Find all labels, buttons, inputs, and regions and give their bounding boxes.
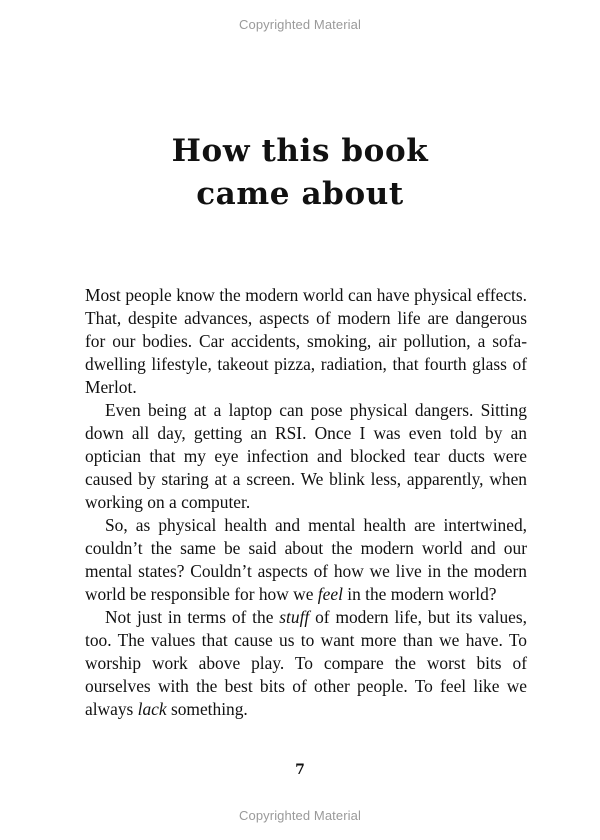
paragraph-4-emphasis-2: lack [137, 699, 167, 719]
paragraph-4-text-end: something. [166, 699, 248, 719]
paragraph-2-text: Even being at a laptop can pose physical dangers. Sitting down all day, getting an RSI. Once I was even told by an optician that my eye infection and blocked tear ducts were caused by staring at a screen. We blink less, apparently, when working on a computer. [85, 400, 527, 512]
paragraph-1-text: Most people know the modern world can have physical effects. That, despite advances, aspects of modern life are dangerous for our bodies. Car accidents, smoking, air pollution, a sofa-dwelling lifestyle, takeout pizza, radiation, that fourth glass of Merlot. [85, 285, 527, 397]
paragraph-4-emphasis-1: stuff [279, 607, 310, 627]
paragraph-1 [85, 284, 527, 399]
paragraph-3 [85, 514, 527, 606]
chapter-title-line-1: How this book [171, 133, 429, 169]
chapter-title-line-2: came about [196, 176, 404, 212]
copyright-watermark-top: Copyrighted Material [239, 17, 361, 32]
page-number: 7 [295, 762, 305, 778]
chapter-title [0, 130, 600, 216]
paragraph-3-text: So, as physical health and mental health are intertwined, couldn’t the same be said about the modern world and our mental states? Couldn’t aspects of how we live in the modern world be responsible for how we [85, 515, 527, 604]
paragraph-4-text-middle: of modern life, but its values, too. The values that cause us to want more than we have. To worship work above play. To compare the worst bits of ourselves with the best bits of other people. To feel like we always [85, 607, 527, 719]
copyright-watermark-bottom: Copyrighted Material [239, 808, 361, 823]
paragraph-3-text-end: in the modern world? [342, 584, 497, 604]
paragraph-3-emphasis: feel [317, 584, 343, 604]
body-text [85, 284, 527, 721]
paragraph-4-text: Not just in terms of the [105, 607, 280, 627]
paragraph-2 [85, 399, 527, 514]
paragraph-4 [85, 606, 527, 721]
